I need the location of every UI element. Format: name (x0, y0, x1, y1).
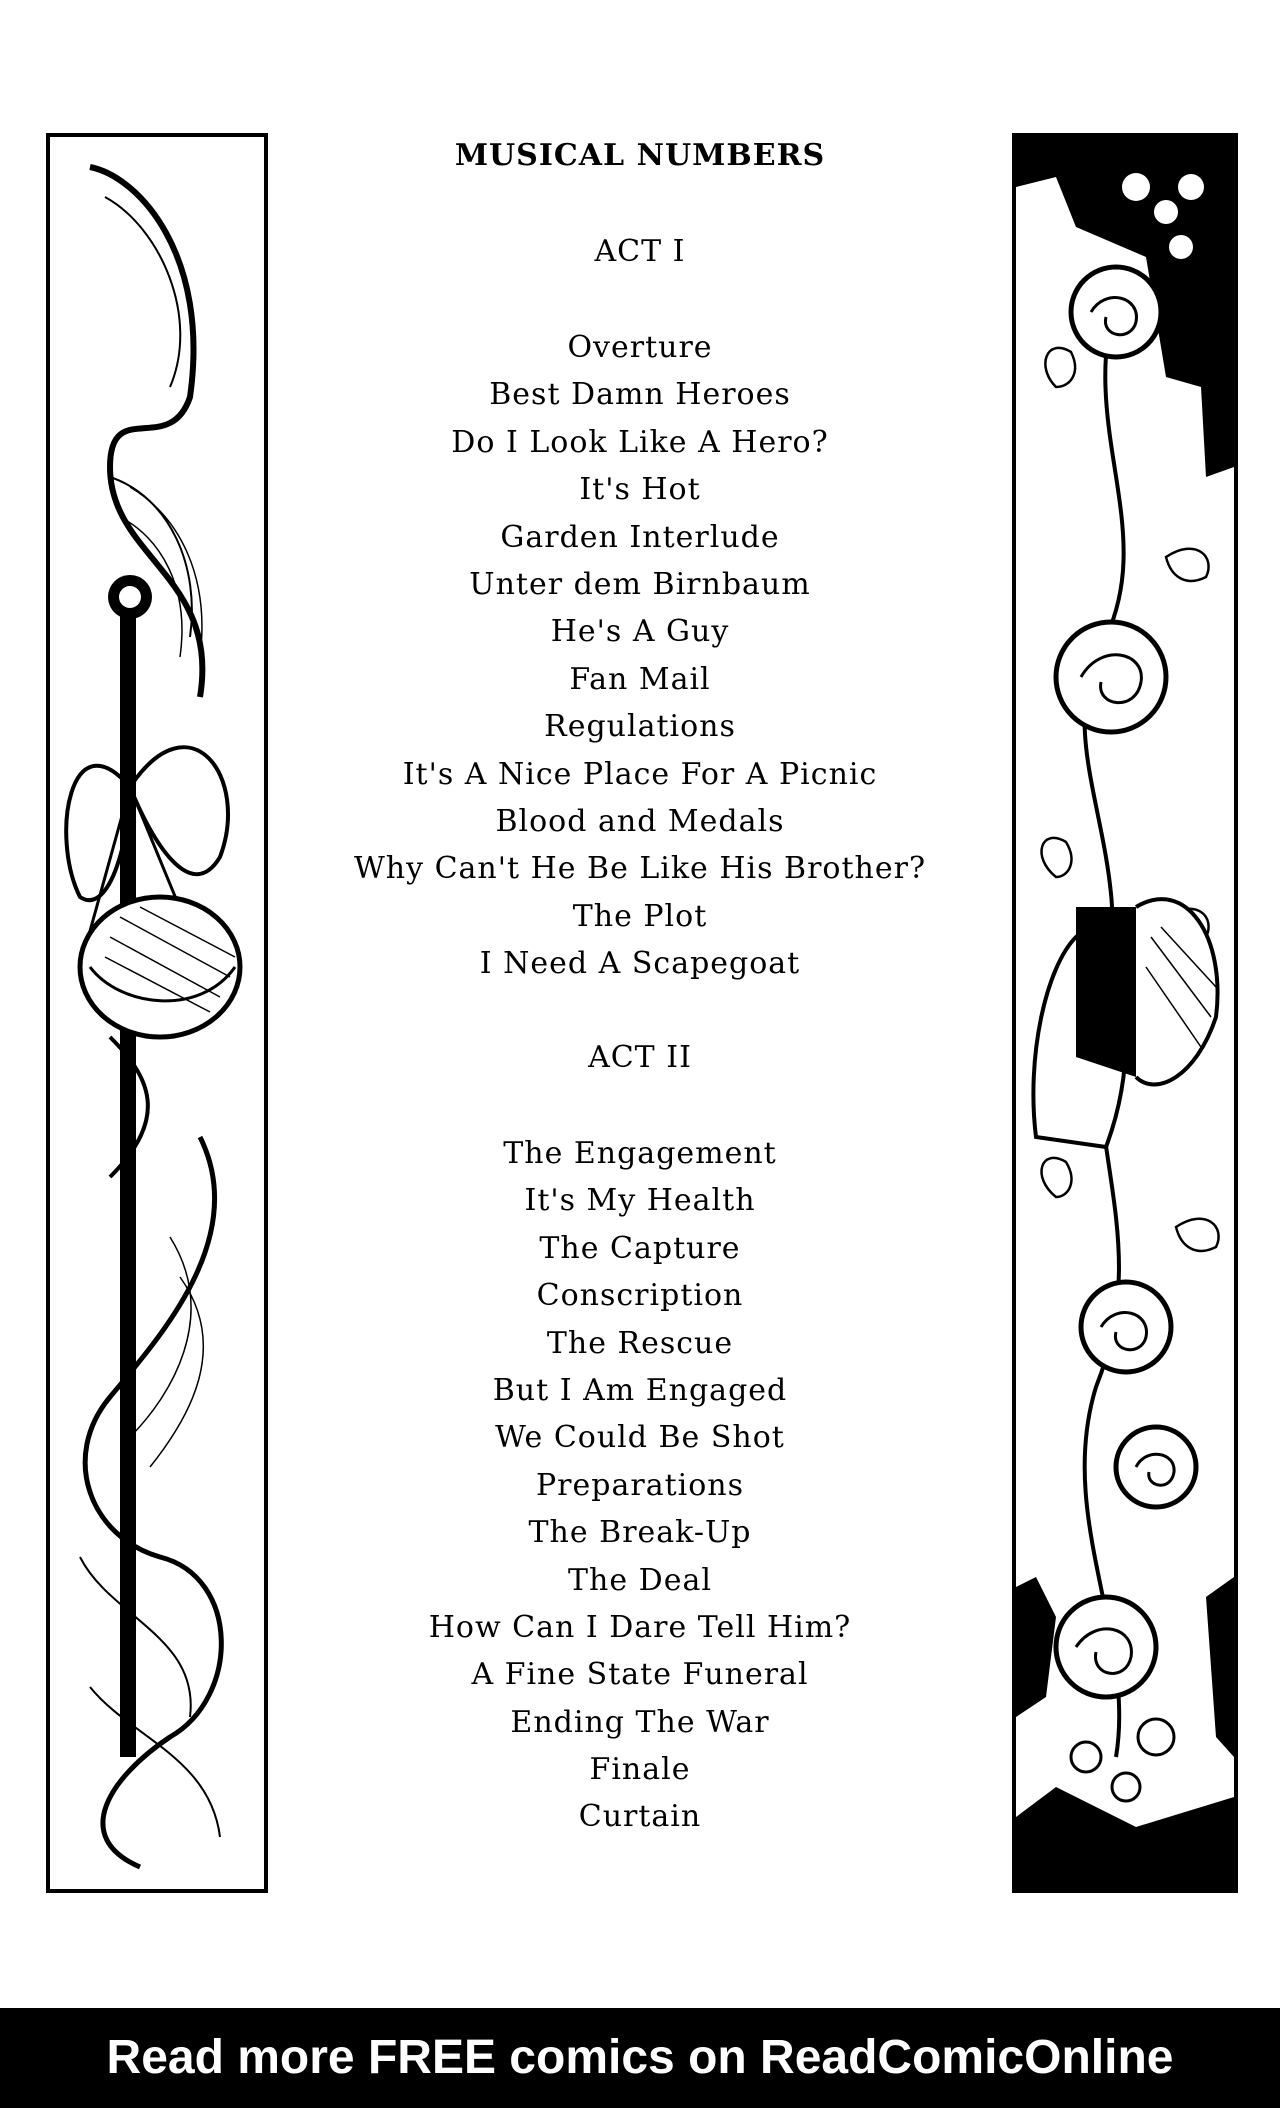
song-item: But I Am Engaged (492, 1372, 788, 1408)
song-item: We Could Be Shot (495, 1420, 785, 1456)
song-item: Why Can't He Be Like His Brother? (353, 851, 927, 887)
rose-vine-glove-icon (1016, 137, 1234, 1889)
song-item: The Plot (572, 898, 708, 934)
song-item: The Engagement (503, 1136, 777, 1171)
song-item: Blood and Medals (495, 803, 785, 839)
song-item: It's A Nice Place For A Picnic (402, 756, 878, 792)
page-title: MUSICAL NUMBERS (454, 138, 826, 173)
song-item: I Need A Scapegoat (479, 946, 801, 982)
left-border-illustration (46, 133, 268, 1893)
song-item: The Break-Up (528, 1515, 752, 1551)
song-item: How Can I Dare Tell Him? (428, 1609, 852, 1645)
song-item: Fan Mail (569, 661, 711, 697)
song-item: Conscription (536, 1278, 744, 1314)
song-item: He's A Guy (550, 614, 730, 650)
promo-banner[interactable]: Read more FREE comics on ReadComicOnline (0, 2008, 1280, 2108)
song-item: Preparations (535, 1467, 745, 1503)
song-item: The Deal (568, 1562, 712, 1598)
song-item: It's Hot (579, 472, 701, 508)
act-1-title: ACT I (594, 234, 686, 269)
song-item: Unter dem Birnbaum (469, 566, 811, 602)
song-item: Overture (567, 330, 713, 365)
song-item: Finale (589, 1752, 691, 1788)
song-item: The Capture (539, 1230, 741, 1266)
song-item: Garden Interlude (500, 519, 780, 555)
right-border-illustration (1012, 133, 1238, 1893)
song-item: Curtain (578, 1799, 702, 1835)
song-item: Do I Look Like A Hero? (451, 424, 829, 460)
song-item: Regulations (544, 709, 736, 745)
sword-ribbon-helmet-icon (50, 137, 264, 1889)
song-item: The Rescue (546, 1325, 734, 1361)
song-item: Ending The War (510, 1704, 770, 1740)
act-1-song-list (300, 324, 980, 987)
song-item: It's My Health (524, 1183, 756, 1219)
act-2-song-list (300, 1130, 980, 1841)
act-2-title: ACT II (588, 1040, 692, 1075)
song-item: Best Damn Heroes (489, 377, 791, 413)
song-item: A Fine State Funeral (471, 1657, 809, 1693)
